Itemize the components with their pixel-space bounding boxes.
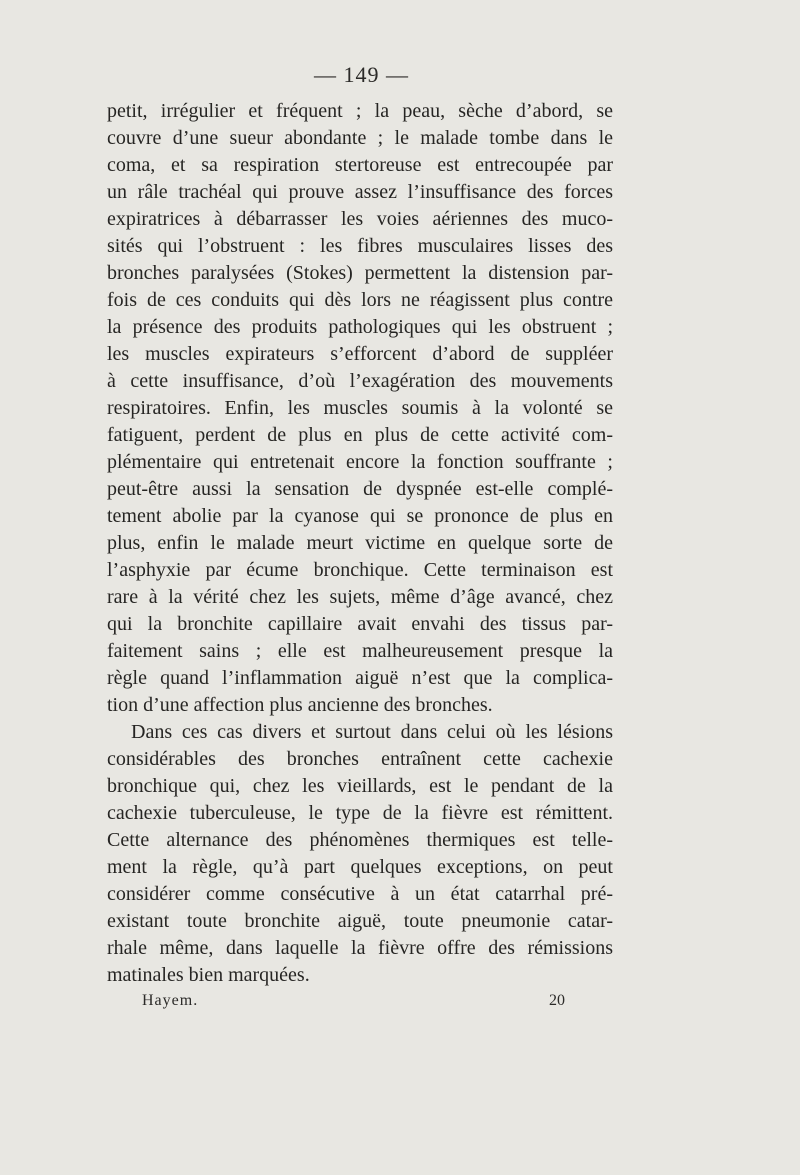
text-line: qui la bronchite capillaire avait envahi des tissus par- — [107, 613, 613, 635]
text-line: peut-être aussi la sensation de dyspnée est-elle complé- — [107, 478, 613, 500]
text-line: rhale même, dans laquelle la fièvre offre des rémissions — [107, 937, 613, 959]
text-line: considérables des bronches entraînent cette cachexie — [107, 748, 613, 770]
text-line: la présence des produits pathologiques qui les obstruent ; — [107, 316, 613, 338]
text-line: fois de ces conduits qui dès lors ne réagissent plus contre — [107, 289, 613, 311]
text-line: respiratoires. Enfin, les muscles soumis à la volonté se — [107, 397, 613, 419]
text-line: couvre d’une sueur abondante ; le malade tombe dans le — [107, 127, 613, 149]
text-line: un râle trachéal qui prouve assez l’insuffisance des forces — [107, 181, 613, 203]
text-line: Dans ces cas divers et surtout dans celui où les lésions — [131, 721, 613, 743]
text-line: ment la règle, qu’à part quelques exceptions, on peut — [107, 856, 613, 878]
text-line: bronchique qui, chez les vieillards, est le pendant de la — [107, 775, 613, 797]
text-line: les muscles expirateurs s’efforcent d’abord de suppléer — [107, 343, 613, 365]
text-line: faitement sains ; elle est malheureusement presque la — [107, 640, 613, 662]
text-line: à cette insuffisance, d’où l’exagération des mouvements — [107, 370, 613, 392]
sheet-number: 20 — [549, 992, 565, 1009]
text-line: règle quand l’inflammation aiguë n’est que la complica- — [107, 667, 613, 689]
text-line: l’asphyxie par écume bronchique. Cette terminaison est — [107, 559, 613, 581]
text-line: coma, et sa respiration stertoreuse est entrecoupée par — [107, 154, 613, 176]
signature-mark: Hayem. — [142, 992, 199, 1009]
text-line: bronches paralysées (Stokes) permettent la distension par- — [107, 262, 613, 284]
paragraph — [107, 98, 613, 719]
page-number: — 149 — — [314, 62, 409, 87]
text-line: cachexie tuberculeuse, le type de la fièvre est rémittent. — [107, 802, 613, 824]
text-line: tion d’une affection plus ancienne des bronches. — [107, 694, 493, 716]
text-line: fatiguent, perdent de plus en plus de cette activité com- — [107, 424, 613, 446]
text-line: Cette alternance des phénomènes thermiques est telle- — [107, 829, 613, 851]
body-text — [107, 98, 613, 989]
text-line: rare à la vérité chez les sujets, même d’âge avancé, chez — [107, 586, 613, 608]
text-line: tement abolie par la cyanose qui se prononce de plus en — [107, 505, 613, 527]
text-line: expiratrices à débarrasser les voies aériennes des muco- — [107, 208, 613, 230]
text-line: plus, enfin le malade meurt victime en quelque sorte de — [107, 532, 613, 554]
text-line: matinales bien marquées. — [107, 964, 310, 986]
text-line: considérer comme consécutive à un état catarrhal pré- — [107, 883, 613, 905]
text-line: petit, irrégulier et fréquent ; la peau, sèche d’abord, se — [107, 100, 613, 122]
text-line: plémentaire qui entretenait encore la fonction souffrante ; — [107, 451, 613, 473]
text-line: existant toute bronchite aiguë, toute pneumonie catar- — [107, 910, 613, 932]
paragraph — [107, 719, 613, 989]
text-line: sités qui l’obstruent : les fibres musculaires lisses des — [107, 235, 613, 257]
